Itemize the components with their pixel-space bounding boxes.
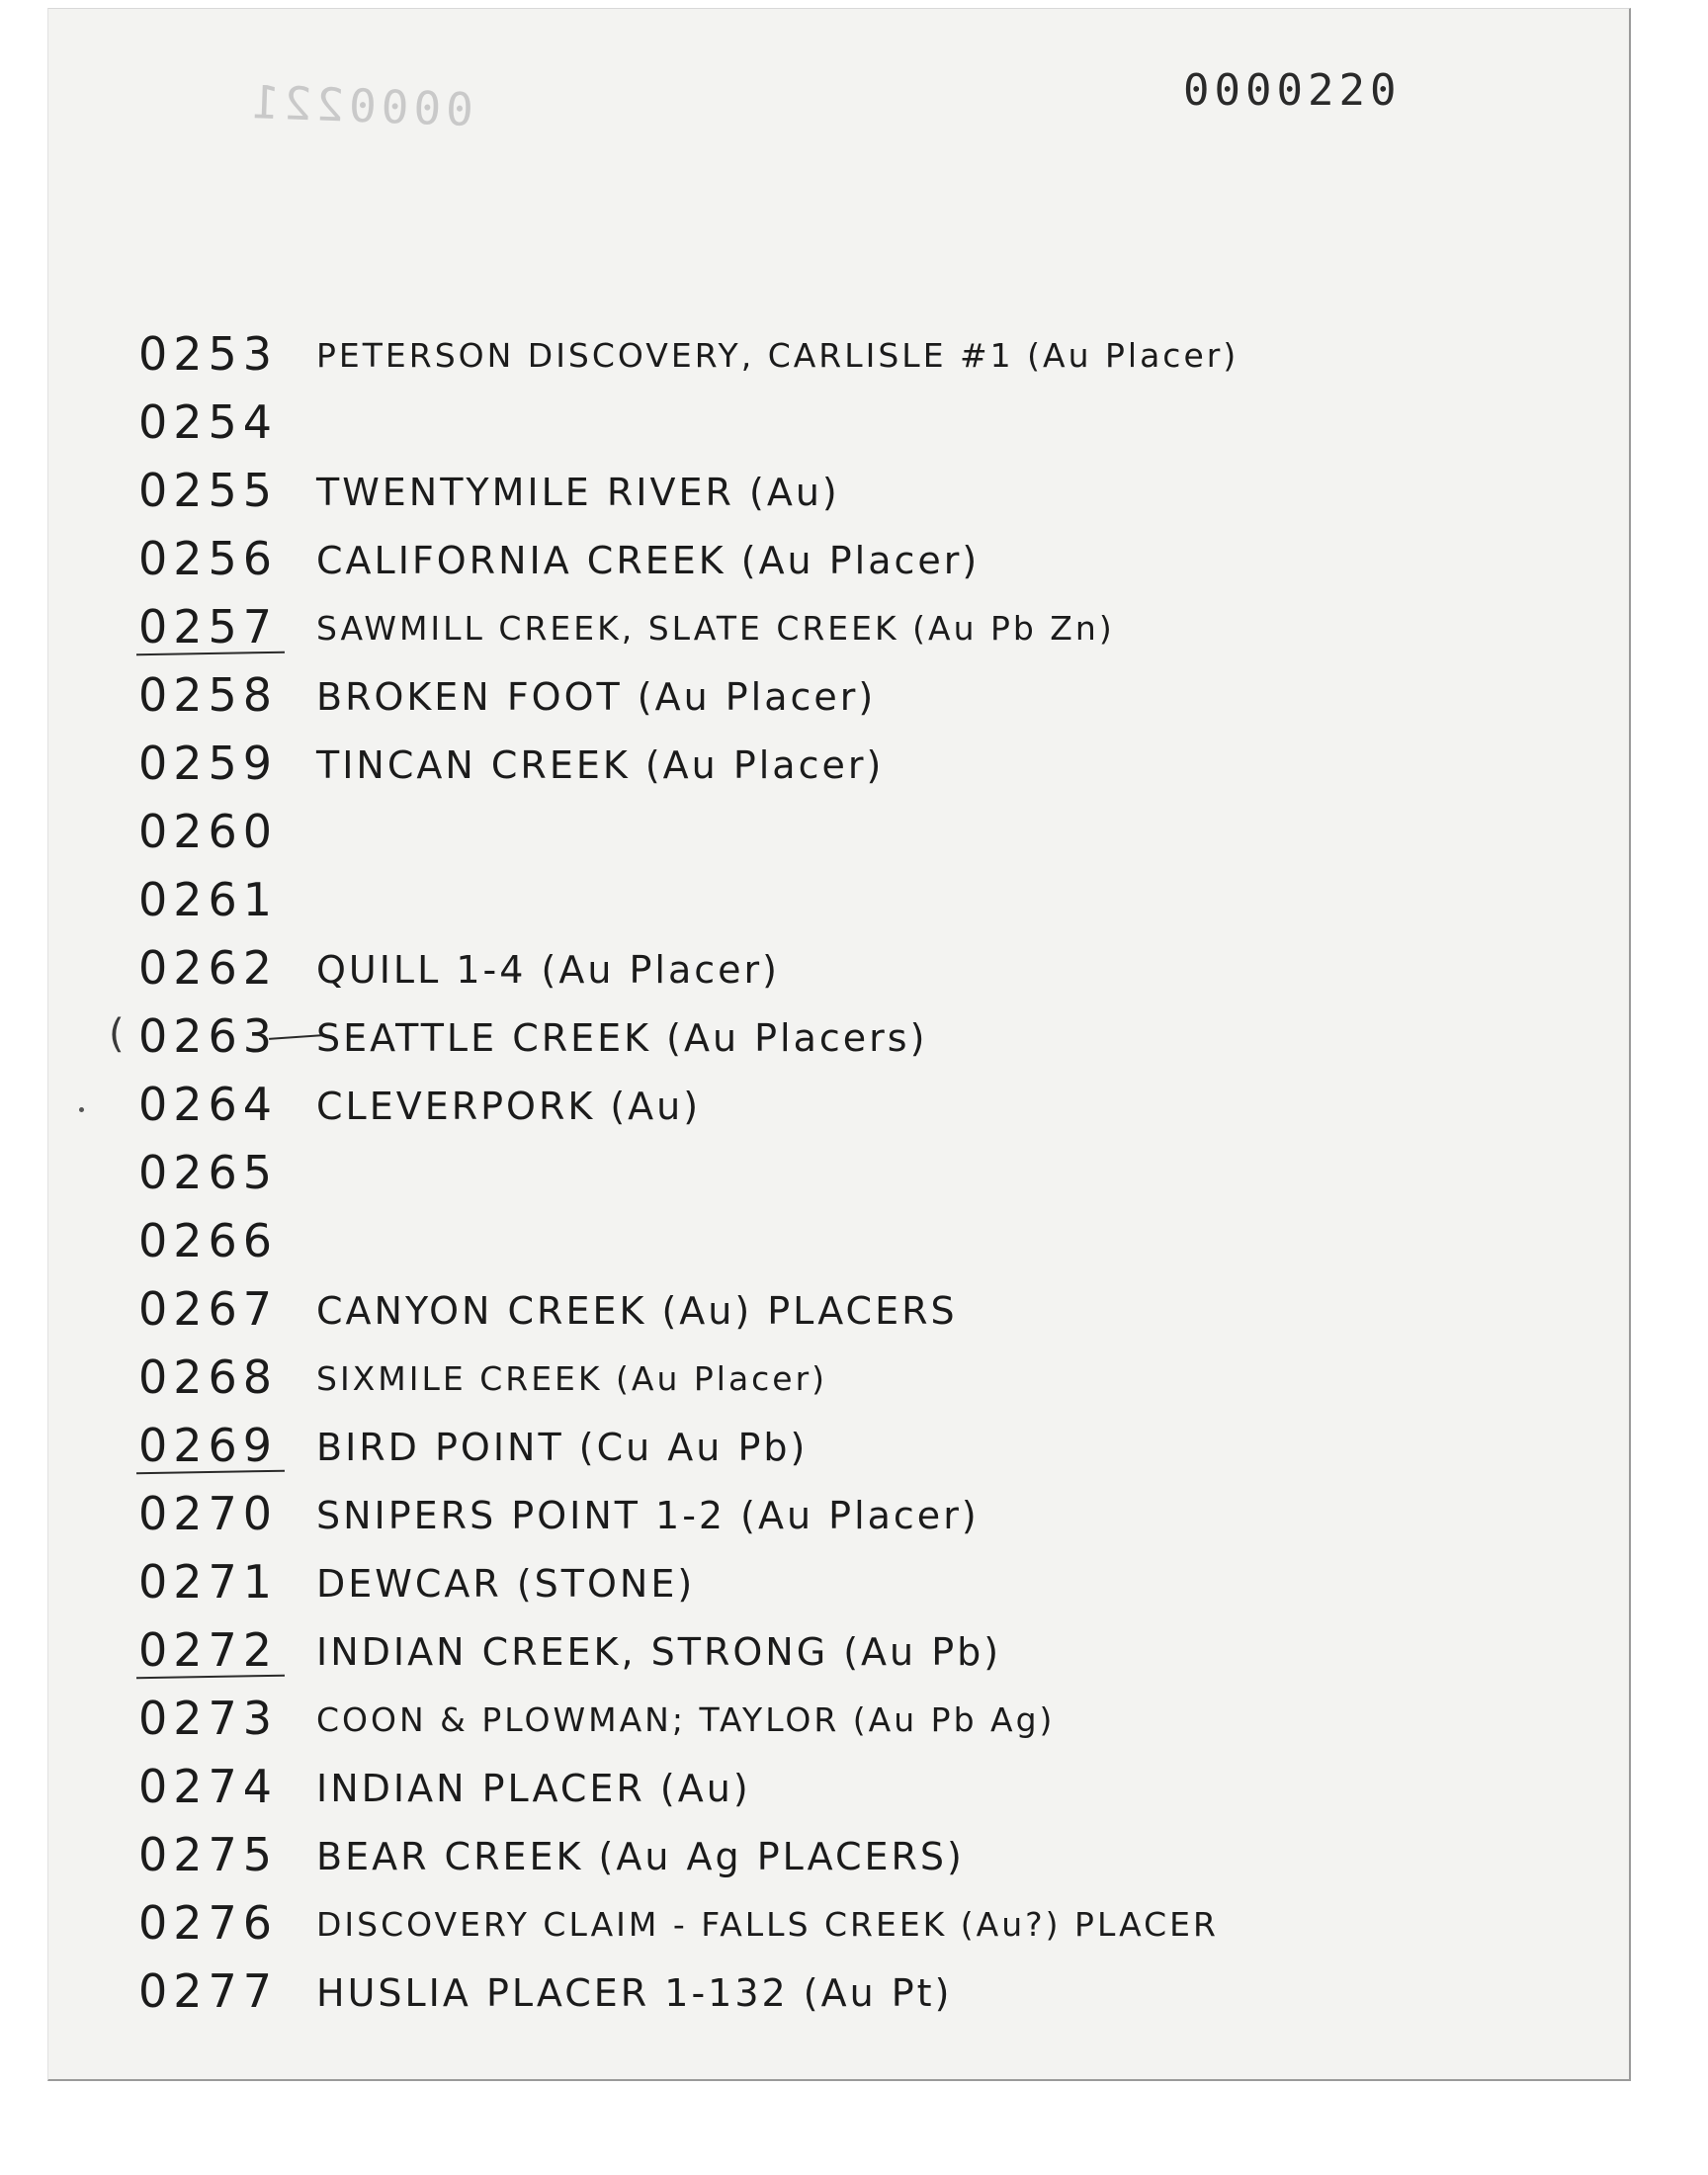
bleed-through-number: 0000221 bbox=[246, 75, 474, 136]
list-item bbox=[0, 1620, 1483, 1680]
entry-number: 0265 bbox=[138, 1146, 279, 1199]
entry-number: 0274 bbox=[138, 1760, 279, 1813]
list-item bbox=[0, 1893, 1483, 1953]
entry-label: TINCAN CREEK (Au Placer) bbox=[316, 743, 885, 787]
list-item bbox=[0, 665, 1483, 725]
list-item bbox=[0, 1484, 1483, 1543]
entry-label: DEWCAR (STONE) bbox=[316, 1562, 696, 1606]
list-item bbox=[0, 734, 1483, 793]
entry-label: BROKEN FOOT (Au Placer) bbox=[316, 675, 877, 719]
list-item bbox=[0, 1143, 1483, 1202]
entry-label: TWENTYMILE RIVER (Au) bbox=[316, 471, 840, 514]
entry-label: INDIAN CREEK, STRONG (Au Pb) bbox=[316, 1630, 1002, 1674]
entry-number: 0262 bbox=[138, 941, 279, 995]
list-item bbox=[0, 392, 1483, 452]
entry-number: 0263 bbox=[138, 1009, 279, 1063]
list-item bbox=[0, 1006, 1483, 1066]
list-item bbox=[0, 1552, 1483, 1611]
entry-label: DISCOVERY CLAIM - FALLS CREEK (Au?) PLACER bbox=[316, 1905, 1219, 1944]
entry-number: 0269 bbox=[138, 1419, 279, 1472]
list-item bbox=[0, 324, 1483, 384]
margin-mark: ( bbox=[109, 1011, 125, 1057]
entry-number: 0273 bbox=[138, 1692, 279, 1745]
entry-number: 0272 bbox=[138, 1623, 279, 1677]
entry-label: SNIPERS POINT 1-2 (Au Placer) bbox=[316, 1494, 980, 1537]
list-item bbox=[0, 1211, 1483, 1270]
list-item bbox=[0, 1689, 1483, 1748]
entry-number: 0275 bbox=[138, 1828, 279, 1881]
entry-number: 0260 bbox=[138, 805, 279, 858]
entry-label: SAWMILL CREEK, SLATE CREEK (Au Pb Zn) bbox=[316, 609, 1115, 648]
entry-number: 0267 bbox=[138, 1282, 279, 1336]
entry-label: SIXMILE CREEK (Au Placer) bbox=[316, 1359, 828, 1398]
entry-number: 0270 bbox=[138, 1487, 279, 1540]
entry-label: CLEVERPORK (Au) bbox=[316, 1085, 702, 1128]
entry-number: 0254 bbox=[138, 395, 279, 449]
entry-label: HUSLIA PLACER 1-132 (Au Pt) bbox=[316, 1971, 953, 2015]
entry-number: 0261 bbox=[138, 873, 279, 926]
document-number-stamp: 0000220 bbox=[1183, 65, 1402, 116]
entry-number: 0264 bbox=[138, 1078, 279, 1131]
entry-label: SEATTLE CREEK (Au Placers) bbox=[316, 1016, 928, 1060]
list-item bbox=[0, 1757, 1483, 1816]
entry-number: 0253 bbox=[138, 327, 279, 381]
list-item bbox=[0, 1416, 1483, 1475]
list-item bbox=[0, 597, 1483, 656]
entry-label: PETERSON DISCOVERY, CARLISLE #1 (Au Placer) bbox=[316, 336, 1239, 375]
entry-label: CALIFORNIA CREEK (Au Placer) bbox=[316, 539, 981, 582]
entry-number: 0256 bbox=[138, 532, 279, 585]
entry-number: 0266 bbox=[138, 1214, 279, 1267]
entry-number: 0268 bbox=[138, 1350, 279, 1404]
list-item bbox=[0, 802, 1483, 861]
list-item bbox=[0, 1348, 1483, 1407]
list-item bbox=[0, 1279, 1483, 1339]
entry-label: QUILL 1-4 (Au Placer) bbox=[316, 948, 780, 992]
entry-number: 0257 bbox=[138, 600, 279, 653]
list-item bbox=[0, 870, 1483, 929]
entry-label: BIRD POINT (Cu Au Pb) bbox=[316, 1426, 809, 1469]
entry-number: 0277 bbox=[138, 1964, 279, 2018]
entry-label: CANYON CREEK (Au) PLACERS bbox=[316, 1289, 958, 1333]
entry-number: 0255 bbox=[138, 464, 279, 517]
entry-label: COON & PLOWMAN; TAYLOR (Au Pb Ag) bbox=[316, 1700, 1056, 1739]
list-item bbox=[0, 938, 1483, 998]
list-item bbox=[0, 461, 1483, 520]
entry-label: BEAR CREEK (Au Ag PLACERS) bbox=[316, 1835, 965, 1878]
list-item bbox=[0, 1825, 1483, 1884]
entry-number: 0276 bbox=[138, 1896, 279, 1950]
list-item bbox=[0, 1075, 1483, 1134]
entry-number: 0258 bbox=[138, 668, 279, 722]
list-item bbox=[0, 529, 1483, 588]
entry-number: 0259 bbox=[138, 737, 279, 790]
list-item bbox=[0, 1961, 1483, 2021]
entry-number: 0271 bbox=[138, 1555, 279, 1609]
entry-label: INDIAN PLACER (Au) bbox=[316, 1767, 751, 1810]
